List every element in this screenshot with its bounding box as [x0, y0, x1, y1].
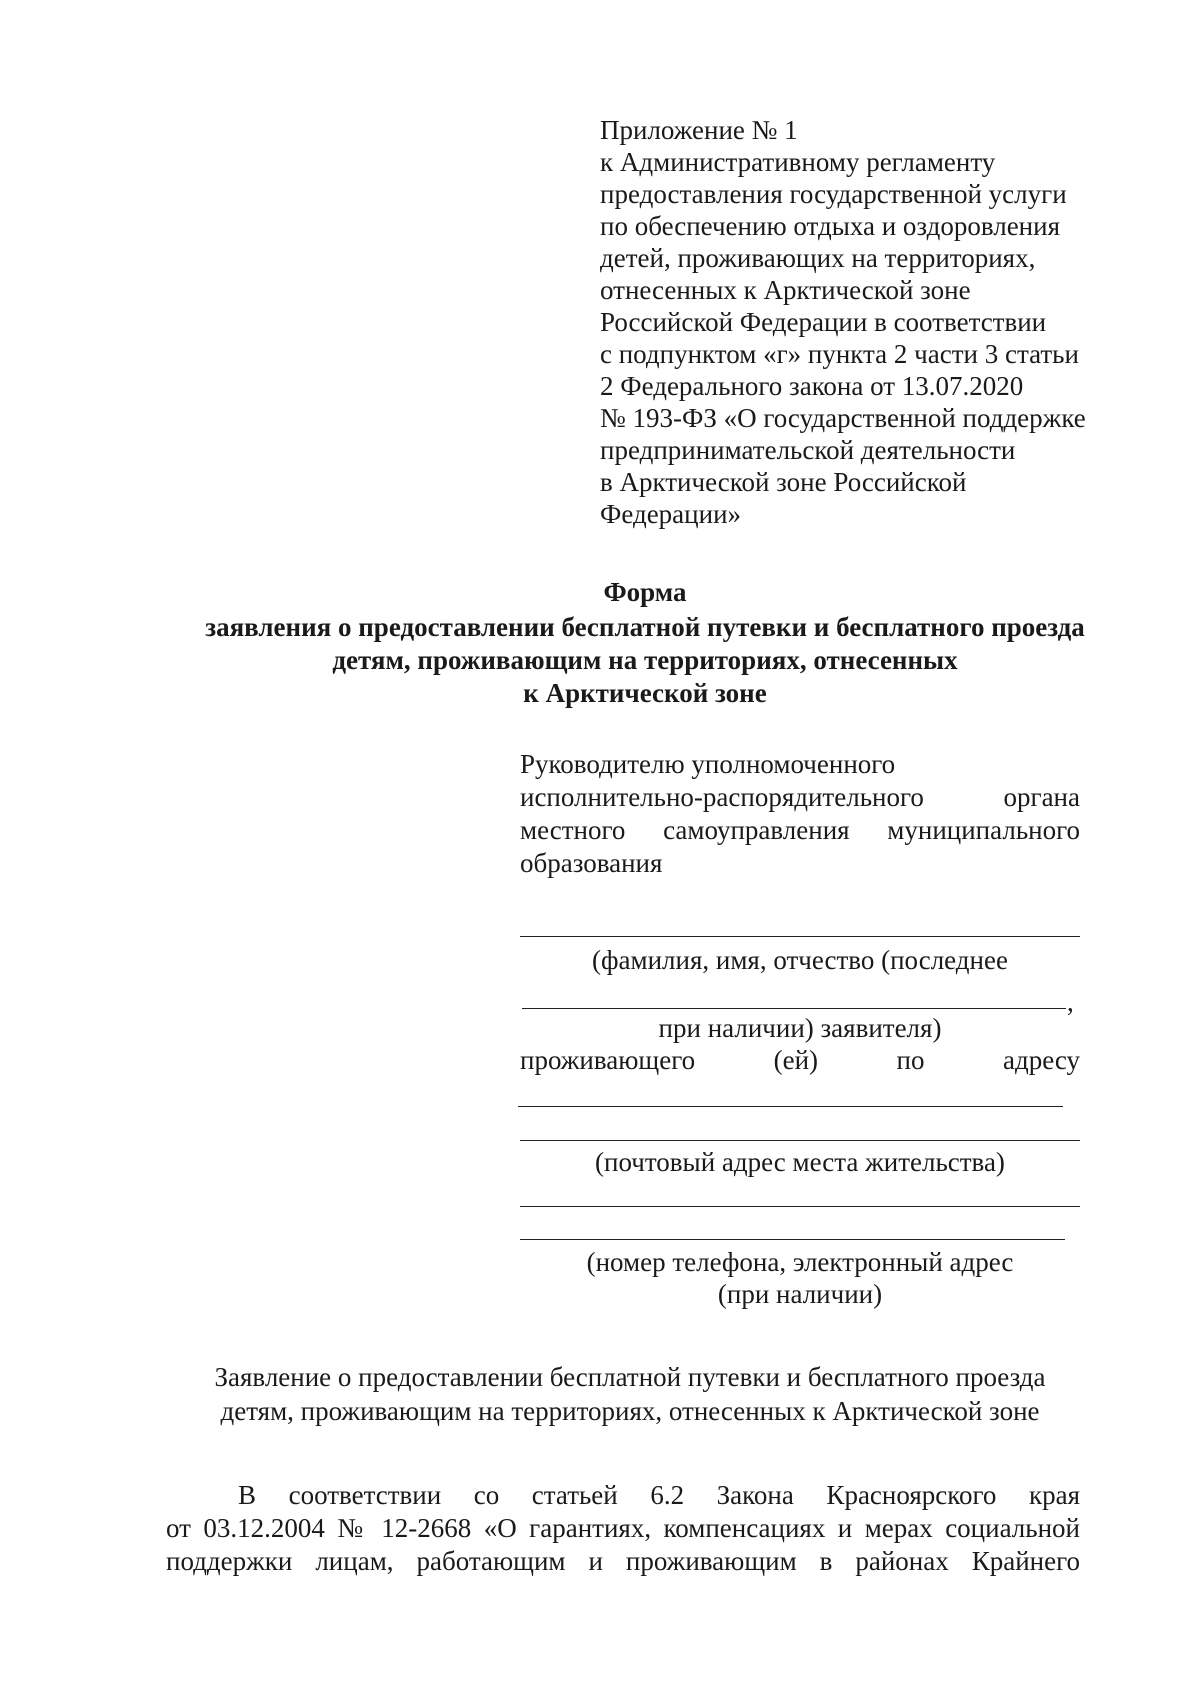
applicant-name-hint: при наличии) заявителя): [658, 1013, 942, 1043]
contact-line: [520, 1239, 1065, 1240]
appendix-line: № 193-ФЗ «О государственной поддержке: [600, 403, 1086, 433]
form-title-line: Форма: [603, 577, 687, 607]
form-title-line: заявления о предоставлении бесплатной путевки и бесплатного проезда: [205, 612, 1085, 642]
residing-address-label: проживающего (ей) по адресу: [520, 1045, 1080, 1075]
appendix-line: предоставления государственной услуги: [600, 179, 1067, 209]
addressee-line: Руководителю уполномоченного: [520, 749, 896, 779]
appendix-line: с подпунктом «г» пункта 2 части 3 статьи: [600, 339, 1079, 369]
appendix-line: 2 Федерального закона от 13.07.2020: [600, 371, 1024, 401]
appendix-line: в Арктической зоне Российской: [600, 467, 967, 497]
appendix-line: Федерации»: [600, 499, 742, 529]
appendix-line: отнесенных к Арктической зоне: [600, 275, 971, 305]
applicant-name-hint: (фамилия, имя, отчество (последнее: [592, 945, 1008, 975]
address-line: [518, 1106, 1063, 1107]
appendix-line: к Административному регламенту: [600, 147, 996, 177]
contact-hint: (номер телефона, электронный адрес: [586, 1247, 1014, 1277]
appendix-line: Приложение № 1: [600, 115, 798, 145]
body-line: поддержки лицам, работающим и проживающим в районах Крайнего: [166, 1546, 1080, 1576]
address-line: [520, 1140, 1080, 1141]
contact-line: [520, 1206, 1080, 1207]
body-line: от 03.12.2004 № 12-2668 «О гарантиях, компенсациях и мерах социальной: [166, 1513, 1080, 1543]
comma-mark: ,: [1067, 987, 1074, 1017]
addressee-line: местного самоуправления муниципального: [520, 815, 1080, 845]
appendix-line: детей, проживающих на территориях,: [600, 243, 1036, 273]
contact-hint: (при наличии): [717, 1279, 883, 1309]
statement-title-line: детям, проживающим на территориях, отнесенных к Арктической зоне: [220, 1396, 1040, 1426]
address-hint: (почтовый адрес места жительства): [595, 1147, 1005, 1177]
addressee-line: исполнительно-распорядительного органа: [520, 782, 1080, 812]
appendix-line: Российской Федерации в соответствии: [600, 307, 1047, 337]
applicant-name-line: [520, 936, 1080, 937]
applicant-name-line: [522, 1008, 1066, 1009]
appendix-line: предпринимательской деятельности: [600, 435, 1016, 465]
form-title-line: детям, проживающим на территориях, отнесенных: [332, 645, 958, 675]
form-title-line: к Арктической зоне: [523, 678, 767, 708]
addressee-line: образования: [520, 848, 663, 878]
statement-title-line: Заявление о предоставлении бесплатной путевки и бесплатного проезда: [214, 1362, 1046, 1392]
appendix-line: по обеспечению отдыха и оздоровления: [600, 211, 1060, 241]
body-line: В соответствии со статьей 6.2 Закона Красноярского края: [238, 1480, 1080, 1510]
